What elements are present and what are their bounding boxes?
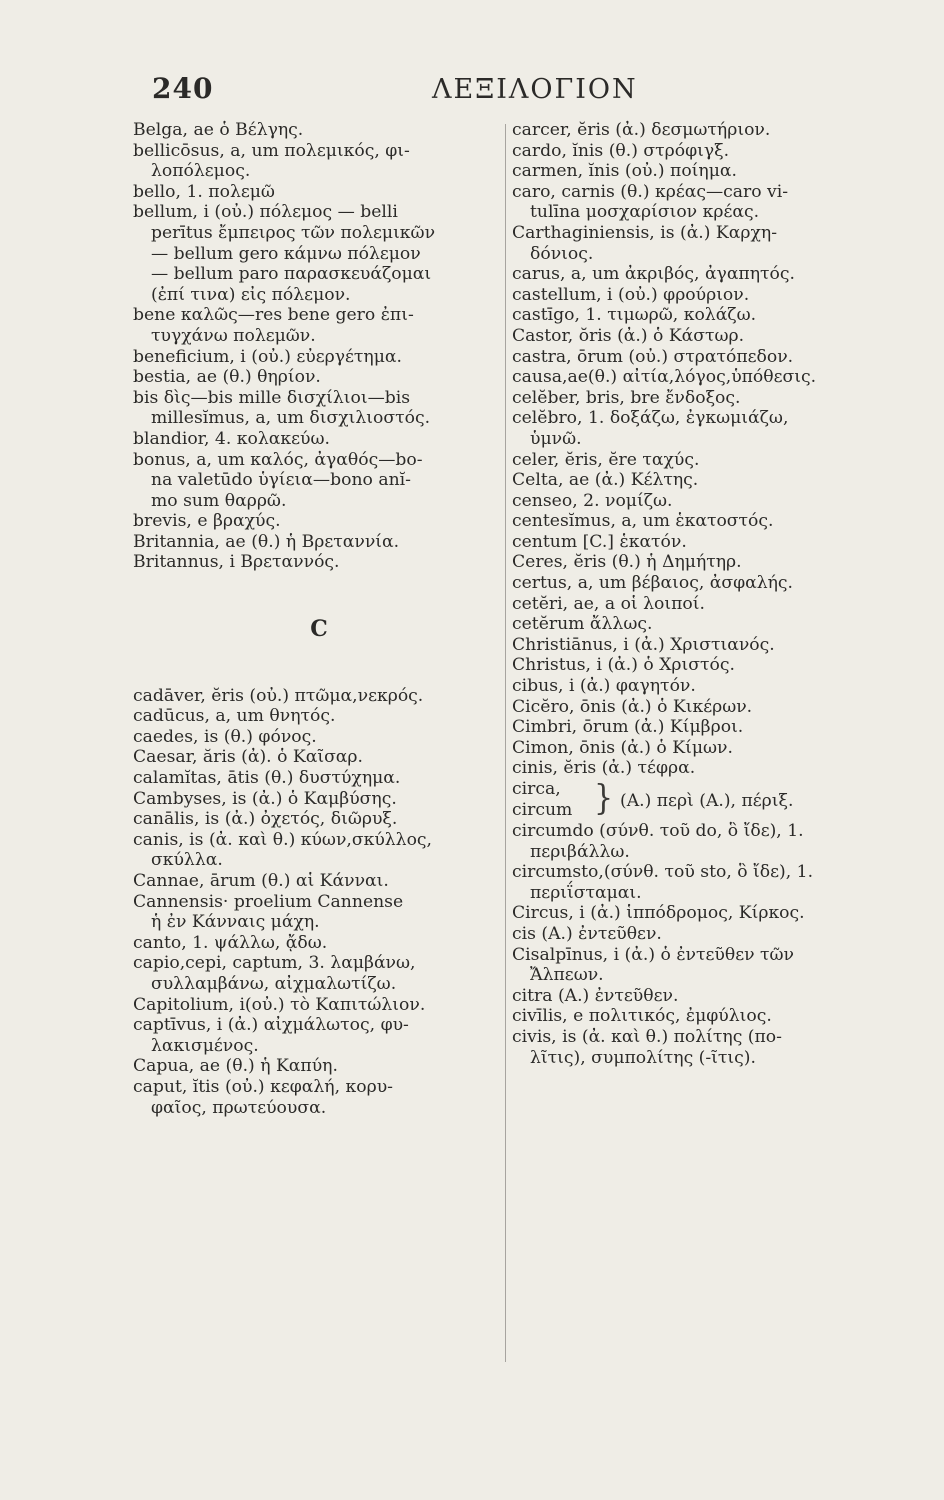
dictionary-entry <box>133 141 505 182</box>
entry-continuation-line: tulīna μοσχαρίσιον κρέας. <box>530 202 760 223</box>
entry-line: cetĕrum ἄλλως. <box>512 614 653 635</box>
page-number: 240 <box>152 72 214 105</box>
dictionary-entry <box>512 264 912 285</box>
entry-line: Cimbri, ōrum (ἀ.) Κίμβροι. <box>512 717 744 738</box>
dictionary-entry <box>512 738 912 759</box>
right-column <box>512 120 912 1068</box>
dictionary-entry <box>512 141 912 162</box>
entry-line: Cannensis· proelium Cannense <box>133 891 404 912</box>
dictionary-entry <box>512 408 912 449</box>
dictionary-entry <box>512 903 912 924</box>
entry-line: castra, ōrum (οὐ.) στρατόπεδον. <box>512 346 794 367</box>
entry-continuation-line: περιΐσταμαι. <box>530 882 642 903</box>
dictionary-entry <box>512 450 912 471</box>
entry-line: Castor, ŏris (ἀ.) ὁ Κάστωρ. <box>512 325 745 346</box>
dictionary-entry <box>133 429 505 450</box>
entry-line: canto, 1. ψάλλω, ᾄδω. <box>133 932 328 953</box>
headword-circa: circa, <box>512 779 561 799</box>
dictionary-entry <box>512 862 912 903</box>
dictionary-entry <box>512 326 912 347</box>
dictionary-entry <box>133 1015 505 1056</box>
entry-line: Cimon, ōnis (ἀ.) ὁ Κίμων. <box>512 737 733 758</box>
entries-c-continued <box>512 120 912 779</box>
entries-c <box>133 686 505 1118</box>
dictionary-entry <box>133 892 505 933</box>
entry-continuation-line: λακισμένος. <box>151 1035 259 1056</box>
dictionary-entry <box>512 676 912 697</box>
dictionary-entry <box>512 821 912 862</box>
entries-b <box>133 120 505 573</box>
entry-line: civis, is (ἀ. καὶ θ.) πολίτης (πο- <box>512 1026 782 1047</box>
dictionary-entry <box>133 347 505 368</box>
dictionary-entry <box>133 202 505 305</box>
entry-line: bene καλῶς—res bene gero ἐπι- <box>133 305 414 326</box>
dictionary-entry <box>512 491 912 512</box>
entry-line: certus, a, um βέβαιος, ἀσφαλής. <box>512 573 794 594</box>
entry-continuation-line: na valetūdo ὑγίεια—bono anĭ- <box>151 470 411 491</box>
entry-line: Circus, i (ἀ.) ἱππόδρομος, Κίρκος. <box>512 903 805 924</box>
dictionary-entry <box>512 388 912 409</box>
dictionary-entry <box>512 182 912 223</box>
entry-line: Capitolium, i(οὐ.) τὸ Καπιτώλιον. <box>133 994 426 1015</box>
entry-line: cis (A.) ἐντεῦθεν. <box>512 923 662 944</box>
dictionary-entry <box>512 573 912 594</box>
entry-continuation-line: λῖτις), συμπολίτης (-ῖτις). <box>530 1047 756 1068</box>
entry-line: calamĭtas, ātis (θ.) δυστύχημα. <box>133 768 401 789</box>
entry-line: Cambyses, is (ἀ.) ὁ Καμβύσης. <box>133 788 397 809</box>
dictionary-entry <box>133 552 505 573</box>
dictionary-entry <box>512 1006 912 1027</box>
dictionary-entry <box>133 706 505 727</box>
entry-line: brevis, e βραχύς. <box>133 511 281 532</box>
entry-line: Cisalpīnus, i (ἀ.) ὁ ἐντεῦθεν τῶν <box>512 944 794 965</box>
dictionary-entry <box>512 986 912 1007</box>
entry-continuation-line: συλλαμβάνω, αἰχμαλωτίζω. <box>151 973 397 994</box>
dictionary-entry <box>512 594 912 615</box>
dictionary-entry <box>133 747 505 768</box>
dictionary-entry <box>512 614 912 635</box>
entry-line: bis δὶς—bis mille δισχίλιοι—bis <box>133 387 411 408</box>
entry-line: Ceres, ĕris (θ.) ἡ Δημήτηρ. <box>512 552 742 573</box>
dictionary-entry <box>133 1056 505 1077</box>
dictionary-entry <box>512 511 912 532</box>
entry-continuation-line: σκύλλα. <box>151 850 223 871</box>
entry-line: circumsto,(σύνθ. τοῦ sto, ὃ ἴδε), 1. <box>512 862 814 883</box>
column-divider <box>505 124 506 1362</box>
entry-line: castīgo, 1. τιμωρῶ, κολάζω. <box>512 305 757 326</box>
entry-line: bellum, i (οὐ.) πόλεμος — belli <box>133 202 398 223</box>
dictionary-entry <box>133 933 505 954</box>
entry-continuation-line: τυγχάνω πολεμῶν. <box>151 325 316 346</box>
dictionary-entry <box>512 717 912 738</box>
entry-continuation-line: — bellum paro παρασκευάζομαι <box>151 264 432 285</box>
entry-line: Carthaginiensis, is (ἀ.) Καρχη- <box>512 222 778 243</box>
entry-line: cetĕri, ae, a οἱ λοιποί. <box>512 593 705 614</box>
entry-line: castellum, i (οὐ.) φρούριον. <box>512 284 750 305</box>
dictionary-entry <box>133 305 505 346</box>
dictionary-entry <box>512 223 912 264</box>
entry-line: beneficium, i (οὐ.) εὐεργέτημα. <box>133 346 402 367</box>
entry-line: circumdo (σύνθ. τοῦ do, ὃ ἴδε), 1. <box>512 821 804 841</box>
entry-line: civīlis, e πολιτικός, ἐμφύλιος. <box>512 1006 772 1027</box>
entry-line: blandior, 4. κολακεύω. <box>133 428 330 449</box>
dictionary-entry <box>133 789 505 810</box>
entry-line: bonus, a, um καλός, ἀγαθός—bo- <box>133 449 423 470</box>
dictionary-entry <box>512 697 912 718</box>
entry-continuation-line: perītus ἔμπειρος τῶν πολεμικῶν <box>151 222 436 243</box>
entry-line: caput, ĭtis (οὐ.) κεφαλή, κορυ- <box>133 1076 393 1097</box>
dictionary-entry <box>133 727 505 748</box>
dictionary-entry <box>512 945 912 986</box>
dictionary-entry <box>133 1077 505 1118</box>
entry-line: cinis, ĕris (ἀ.) τέφρα. <box>512 758 696 779</box>
entry-line: bellicōsus, a, um πολεμικός, φι- <box>133 140 410 161</box>
dictionary-entry <box>512 924 912 945</box>
entry-continuation-line: — bellum gero κάμνω πόλεμον <box>151 243 421 264</box>
entry-line: Cannae, ārum (θ.) αἱ Κάνναι. <box>133 871 389 891</box>
entry-continuation-line: (ἐπί τινα) εἰς πόλεμον. <box>151 284 351 305</box>
brace-icon: } <box>594 778 614 819</box>
circa-circum-entry <box>512 779 912 821</box>
dictionary-entry <box>133 871 505 892</box>
dictionary-entry <box>512 1027 912 1068</box>
entry-continuation-line: millesĭmus, a, um δισχιλιοστός. <box>151 408 431 429</box>
entry-line: censeo, 2. νομίζω. <box>512 490 673 511</box>
dictionary-entry <box>512 347 912 368</box>
dictionary-entry <box>133 768 505 789</box>
entry-line: Cicĕro, ōnis (ἀ.) ὁ Κικέρων. <box>512 696 753 717</box>
dictionary-entry <box>512 285 912 306</box>
entry-line: carcer, ĕris (ἀ.) δεσμωτήριον. <box>512 120 771 140</box>
entry-line: caro, carnis (θ.) κρέας—caro vi- <box>512 181 789 202</box>
entry-line: centesĭmus, a, um ἑκατοστός. <box>512 511 774 532</box>
entry-line: Celta, ae (ἀ.) Κέλτης. <box>512 470 699 491</box>
entry-line: caedes, is (θ.) φόνος. <box>133 726 317 747</box>
entry-line: bello, 1. πολεμῶ <box>133 181 275 202</box>
dictionary-entry <box>512 655 912 676</box>
dictionary-entry <box>512 635 912 656</box>
entries-c-final <box>512 821 912 1068</box>
entry-continuation-line: λοπόλεμος. <box>151 161 251 182</box>
entry-line: canālis, is (ἀ.) ὀχετός, διῶρυξ. <box>133 809 398 830</box>
dictionary-entry <box>512 470 912 491</box>
dictionary-entry <box>133 367 505 388</box>
entry-line: Christiānus, i (ἀ.) Χριστιανός. <box>512 634 775 655</box>
entry-line: Caesar, ăris (ἀ). ὁ Καῖσαρ. <box>133 747 363 768</box>
entry-continuation-line: φαῖος, πρωτεύουσα. <box>151 1097 327 1118</box>
entry-line: Britannia, ae (θ.) ἡ Βρεταννία. <box>133 531 400 552</box>
entry-line: celĕber, bris, bre ἔνδοξος. <box>512 387 741 408</box>
dictionary-entry <box>512 367 912 388</box>
entry-line: cadāver, ĕris (οὐ.) πτῶμα,νεκρός. <box>133 685 424 706</box>
dictionary-entry <box>133 830 505 871</box>
entry-line: cardo, ĭnis (θ.) στρόφιγξ. <box>512 140 730 161</box>
entry-line: Belga, ae ὁ Βέλγης. <box>133 120 304 140</box>
circa-gloss: (A.) περὶ (A.), πέριξ. <box>620 791 794 811</box>
entry-line: Britannus, i Βρεταννός. <box>133 552 340 573</box>
entry-line: celer, ĕris, ĕre ταχύς. <box>512 449 700 470</box>
entry-line: capio,cepi, captum, 3. λαμβάνω, <box>133 953 416 974</box>
entry-line: cadūcus, a, um θνητός. <box>133 706 336 727</box>
dictionary-entry <box>512 552 912 573</box>
entry-continuation-line: mo sum θαρρῶ. <box>151 490 287 511</box>
running-head: ΛΕΞΙΛΟΓΙΟΝ <box>432 74 638 105</box>
entry-continuation-line: ὑμνῶ. <box>530 428 582 449</box>
dictionary-entry <box>133 182 505 203</box>
dictionary-entry <box>512 161 912 182</box>
dictionary-entry <box>512 305 912 326</box>
entry-line: Christus, i (ἀ.) ὁ Χριστός. <box>512 655 735 676</box>
dictionary-entry <box>133 809 505 830</box>
entry-line: causa,ae(θ.) αἰτία,λόγος,ὑπόθεσις. <box>512 367 817 388</box>
entry-line: cibus, i (ἀ.) φαγητόν. <box>512 676 696 697</box>
dictionary-entry <box>512 758 912 779</box>
entry-line: bestia, ae (θ.) θηρίον. <box>133 367 321 388</box>
dictionary-entry <box>133 953 505 994</box>
left-column <box>133 120 505 1118</box>
entry-continuation-line: Ἄλπεων. <box>530 965 604 986</box>
dictionary-entry <box>133 450 505 512</box>
entry-line: centum [C.] ἑκατόν. <box>512 531 687 552</box>
entry-line: carus, a, um ἀκριβός, ἀγαπητός. <box>512 264 795 285</box>
page-header <box>152 72 772 112</box>
dictionary-entry <box>133 511 505 532</box>
entry-line: citra (A.) ἐντεῦθεν. <box>512 985 679 1006</box>
entry-line: carmen, ĭnis (οὐ.) ποίημα. <box>512 161 737 182</box>
dictionary-entry <box>133 686 505 707</box>
entry-line: captīvus, i (ἀ.) αἰχμάλωτος, φυ- <box>133 1015 409 1036</box>
entry-line: celĕbro, 1. δοξάζω, ἐγκωμιάζω, <box>512 408 789 429</box>
entry-line: Capua, ae (θ.) ἡ Καπύη. <box>133 1056 338 1077</box>
entry-continuation-line: ἡ ἐν Κάνναις μάχη. <box>151 912 320 933</box>
entry-line: canis, is (ἀ. καὶ θ.) κύων,σκύλλος, <box>133 829 433 850</box>
dictionary-entry <box>133 532 505 553</box>
dictionary-entry <box>512 120 912 141</box>
dictionary-entry <box>133 388 505 429</box>
section-letter: C <box>310 616 328 643</box>
entry-continuation-line: δόνιος. <box>530 243 594 264</box>
entry-continuation-line: περιβάλλω. <box>530 841 630 862</box>
dictionary-entry <box>133 995 505 1016</box>
dictionary-entry <box>133 120 505 141</box>
dictionary-entry <box>512 532 912 553</box>
headword-circum: circum <box>512 800 573 820</box>
